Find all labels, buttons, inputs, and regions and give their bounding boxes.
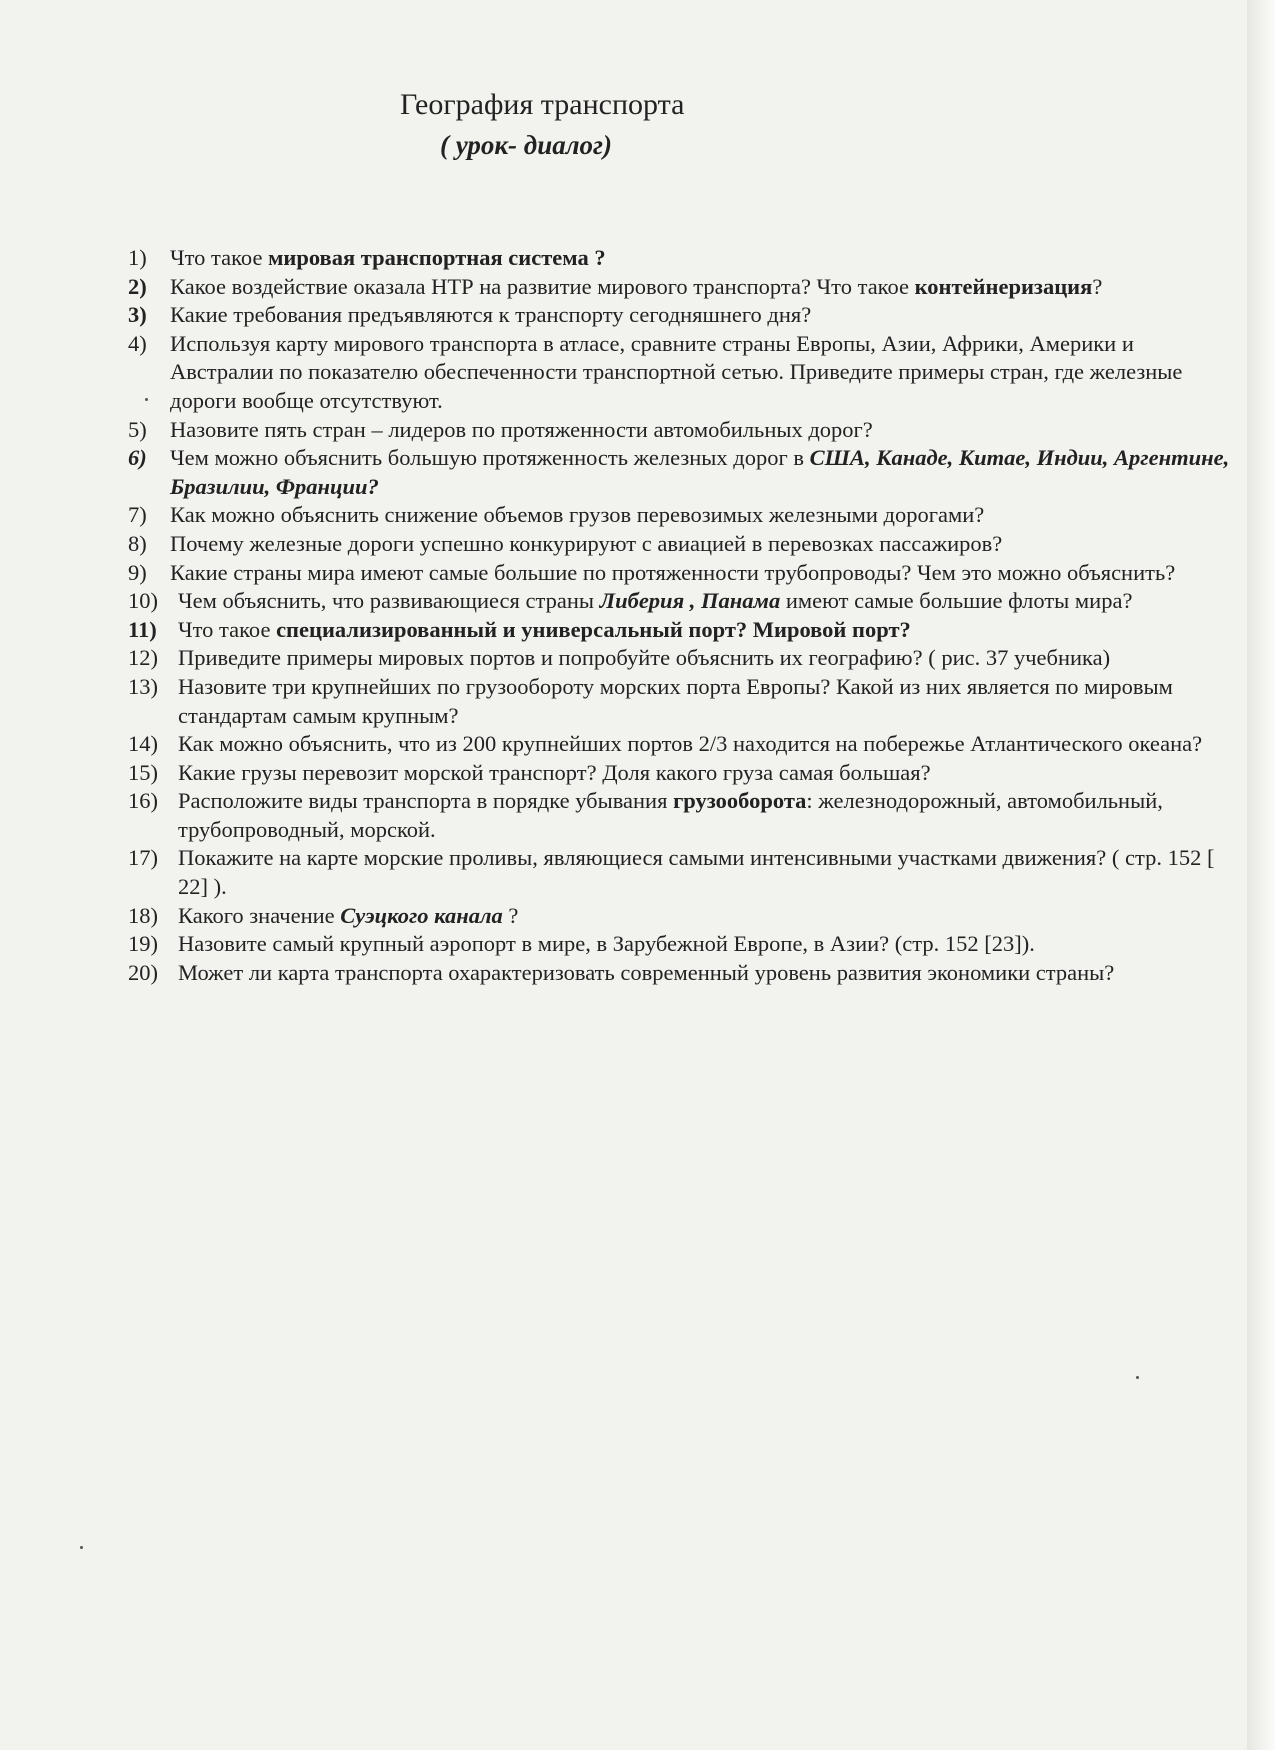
question-item (128, 644, 1238, 673)
question-number: 11) (128, 616, 157, 642)
question-number: 19) (128, 931, 158, 957)
question-text: Назовите три крупнейших по грузообороту морских порта Европы? Какой из них является по мировым стандартам самым крупным? (178, 673, 1173, 728)
question-number: 1) (128, 245, 147, 270)
question-number: 3) (128, 302, 147, 328)
scan-speck (80, 1546, 83, 1549)
question-text: Почему железные дороги успешно конкурируют с авиацией в перевозках пассажиров? (170, 530, 1003, 556)
question-number: 18) (128, 902, 158, 928)
question-item (128, 759, 1238, 788)
question-item (128, 444, 1238, 501)
question-text: Какие грузы перевозит морской транспорт? Доля какого груза самая большая? (178, 759, 931, 785)
question-item (128, 787, 1238, 844)
scan-speck (1136, 1376, 1139, 1379)
question-text: Используя карту мирового транспорта в атласе, сравните страны Европы, Азии, Африки, Америки и Австралии по показателю обеспеченности транспортной сетью. Приведите примеры стран, где железные дороги вообще отсутствуют. (170, 330, 1183, 413)
question-text: Назовите самый крупный аэропорт в мире, в Зарубежной Европе, в Азии? (стр. 152 [23]). (178, 931, 1035, 957)
question-text: Расположите виды транспорта в порядке убывания грузооборота: железнодорожный, автомобильный, трубопроводный, морской. (178, 788, 1163, 842)
question-item (128, 587, 1238, 616)
question-text: Как можно объяснить снижение объемов грузов перевозимых железными дорогами? (170, 502, 985, 528)
question-item (128, 844, 1238, 901)
question-number: 6) (128, 445, 147, 471)
question-item (128, 301, 1238, 330)
question-text: Какие страны мира имеют самые большие по протяженности трубопроводы? Чем это можно объяснить? (170, 559, 1176, 585)
question-item (128, 730, 1238, 759)
question-item (128, 616, 1238, 645)
question-number: 9) (128, 559, 147, 585)
question-item (128, 902, 1238, 931)
question-number: 15) (128, 759, 158, 785)
question-number: 13) (128, 673, 158, 699)
question-text: Чем объяснить, что развивающиеся страны Либерия , Панама имеют самые большие флоты мира? (178, 588, 1133, 614)
question-text: Какие требования предъявляются к транспорту сегодняшнего дня? (170, 302, 812, 328)
question-text: Что такое специализированный и универсальный порт? Мировой порт? (178, 616, 911, 642)
question-text: Какое воздействие оказала НТР на развитие мирового транспорта? Что такое контейнеризация? (170, 273, 1103, 299)
question-item (128, 416, 1238, 445)
scan-speck (145, 398, 148, 401)
question-item (128, 673, 1238, 730)
question-text: Чем можно объяснить большую протяженность железных дорог в США, Канаде, Китае, Индии, Аргентине, Бразилии, Франции? (170, 445, 1230, 499)
question-number: 10) (128, 588, 158, 614)
question-text: Какого значение Суэцкого канала ? (178, 902, 519, 928)
page-title: География транспорта (400, 88, 685, 121)
question-list (128, 244, 1238, 987)
question-text: Как можно объяснить, что из 200 крупнейших портов 2/3 находится на побережье Атлантического океана? (178, 731, 1203, 757)
question-item (128, 530, 1238, 559)
question-text: Что такое мировая транспортная система ? (170, 245, 606, 270)
page-edge-shadow (1247, 0, 1275, 1750)
question-item (128, 559, 1238, 588)
question-item (128, 330, 1238, 416)
question-number: 4) (128, 330, 147, 356)
question-number: 17) (128, 845, 158, 871)
question-item (128, 930, 1238, 959)
page-subtitle: ( урок- диалог) (440, 130, 613, 160)
question-number: 20) (128, 959, 158, 985)
question-number: 5) (128, 416, 147, 442)
question-text: Может ли карта транспорта охарактеризовать современный уровень развития экономики страны? (178, 959, 1115, 985)
question-text: Назовите пять стран – лидеров по протяженности автомобильных дорог? (170, 416, 873, 442)
question-number: 16) (128, 788, 158, 814)
question-item (128, 959, 1238, 988)
question-number: 8) (128, 530, 147, 556)
question-number: 12) (128, 645, 158, 671)
question-number: 14) (128, 731, 158, 757)
question-item (128, 273, 1238, 302)
question-number: 2) (128, 273, 147, 299)
question-number: 7) (128, 502, 147, 528)
question-text: Приведите примеры мировых портов и попробуйте объяснить их географию? ( рис. 37 учебника) (178, 645, 1111, 671)
question-item (128, 244, 1238, 273)
question-item (128, 501, 1238, 530)
question-text: Покажите на карте морские проливы, являющиеся самыми интенсивными участками движения? ( стр. 152 [ 22] ). (178, 845, 1215, 900)
